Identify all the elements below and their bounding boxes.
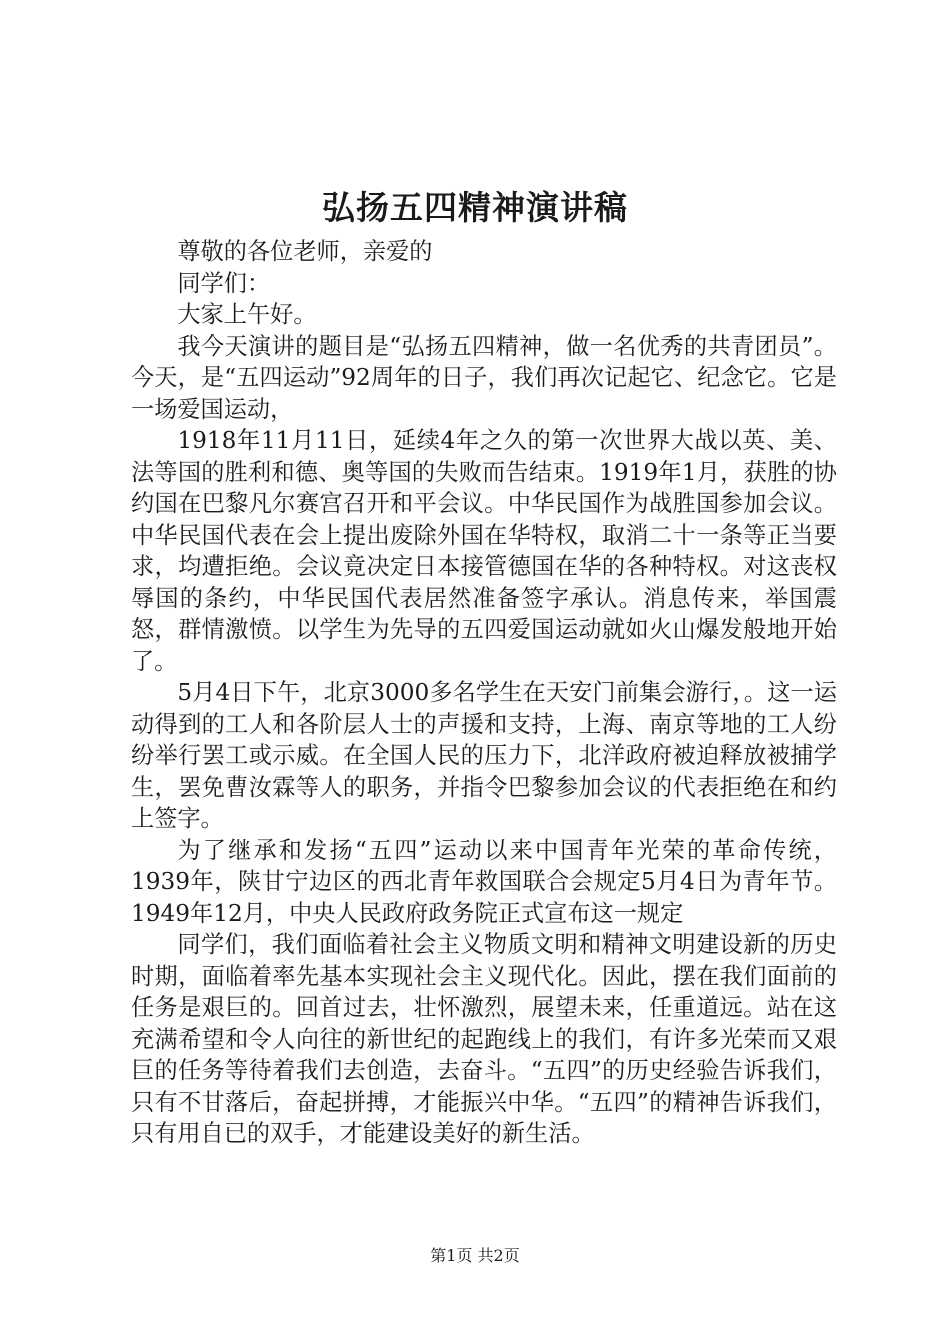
salutation-line-2: 同学们： <box>177 269 271 297</box>
body-paragraph: 为了继承和发扬“五四”运动以来中国青年光荣的革命传统，1939年，陕甘宁边区的西北青年救国联合会规定5月4日为青年节。1949年12月，中央人民政府政务院正式宣布这一规定 <box>131 836 837 927</box>
greeting-paragraph: 大家上午好。 <box>177 301 317 328</box>
body-paragraph: 1918年11月11日，延续4年之久的第一次世界大战以英、美、法等国的胜利和德、奥等国的失败而告结束。1919年1月，获胜的协约国在巴黎凡尔赛宫召开和平会议。中华民国作为战胜国参加会议。中华民国代表在会上提出废除外国在华特权，取消二十一条等正当要求，均遭拒绝。会议竟决定日本接管德国在华的各种特权。对这丧权辱国的条约，中华民国代表居然准备签字承认。消息传来，举国震怒，群情激愤。以学生为先导的五四爱国运动就如火山爆发般地开始了。 <box>131 427 837 675</box>
page-number-footer: 第1页 共2页 <box>430 1246 520 1265</box>
document-title: 弘扬五四精神演讲稿 <box>322 188 628 227</box>
body-paragraph: 我今天演讲的题目是“弘扬五四精神，做一名优秀的共青团员”。今天，是“五四运动”92周年的日子，我们再次记起它、纪念它。它是一场爱国运动， <box>131 332 837 423</box>
salutation-line-1: 尊敬的各位老师，亲爱的 <box>177 238 433 265</box>
body-paragraph: 5月4日下午，北京3000多名学生在天安门前集会游行，。这一运动得到的工人和各阶层人士的声援和支持，上海、南京等地的工人纷纷举行罢工或示威。在全国人民的压力下，北洋政府被迫释放被捕学生，罢免曹汝霖等人的职务，并指令巴黎参加会议的代表拒绝在和约上签字。 <box>131 679 837 832</box>
document-body <box>131 236 837 1150</box>
body-paragraph: 同学们，我们面临着社会主义物质文明和精神文明建设新的历史时期，面临着率先基本实现社会主义现代化。因此，摆在我们面前的任务是艰巨的。回首过去，壮怀激烈，展望未来，任重道远。站在这充满希望和令人向往的新世纪的起跑线上的我们，有许多光荣而又艰巨的任务等待着我们去创造，去奋斗。“五四”的历史经验告诉我们，只有不甘落后，奋起拼搏，才能振兴中华。“五四”的精神告诉我们，只有用自已的双手，才能建设美好的新生活。 <box>131 931 837 1147</box>
